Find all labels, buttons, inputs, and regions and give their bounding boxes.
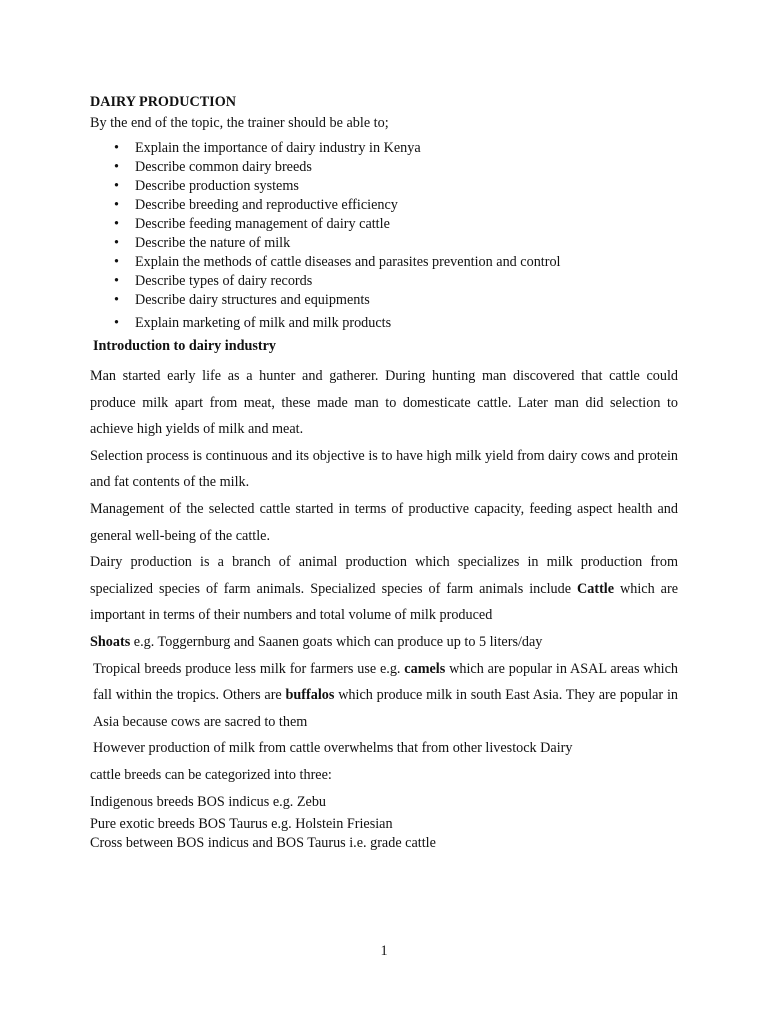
paragraph-management: Management of the selected cattle started in terms of productive capacity, feeding aspect health and general well-being of the cattle. <box>90 500 678 544</box>
term-cattle: Cattle <box>577 580 615 597</box>
paragraph-selection: Selection process is continuous and its objective is to have high milk yield from dairy cows and protein and fat contents of the milk. <box>90 447 678 491</box>
paragraph-tropical-breeds <box>90 656 678 736</box>
bullet-icon: • <box>114 273 119 289</box>
list-item-text: Explain marketing of milk and milk products <box>135 315 392 331</box>
bullet-icon: • <box>114 159 119 175</box>
list-item-text: Explain the methods of cattle diseases and parasites prevention and control <box>135 254 561 270</box>
list-item-text: Describe dairy structures and equipments <box>135 292 370 308</box>
list-item-text: Describe production systems <box>135 178 299 194</box>
objectives-list <box>90 139 678 333</box>
bullet-icon: • <box>114 254 119 270</box>
paragraph-shoats <box>90 629 678 656</box>
list-item-text: Explain the importance of dairy industry in Kenya <box>135 140 421 156</box>
paragraph-text: which are popular in ASAL areas which fall within the tropics. Others are <box>93 660 678 704</box>
paragraph-cross: Cross between BOS indicus and BOS Taurus i.e. grade cattle <box>90 835 436 852</box>
bullet-icon: • <box>114 315 119 331</box>
list-item-text: Describe breeding and reproductive efficiency <box>135 197 398 213</box>
list-item <box>90 272 678 291</box>
term-camels: camels <box>404 660 446 677</box>
paragraph-text: e.g. Toggernburg and Saanen goats which can produce up to 5 liters/day <box>130 633 543 650</box>
paragraph-categories: cattle breeds can be categorized into three: <box>90 766 332 783</box>
section-heading: Introduction to dairy industry <box>93 338 277 354</box>
paragraph-overwhelms: However production of milk from cattle overwhelms that from other livestock Dairy <box>93 740 573 757</box>
paragraph-text: which produce milk in south East Asia. They are popular in Asia because cows are sacred to them <box>93 687 678 730</box>
list-item <box>90 158 678 177</box>
paragraph-text: Dairy production is a branch of animal production which specializes in milk production from specialized species of farm animals. Specialized species of farm animals include <box>90 554 678 597</box>
term-buffalos: buffalos <box>285 687 335 704</box>
page-content <box>90 93 678 853</box>
list-item <box>90 314 678 333</box>
bullet-icon: • <box>114 292 119 308</box>
term-shoats: Shoats <box>90 633 131 650</box>
page-number: 1 <box>380 943 388 959</box>
list-item <box>90 234 678 253</box>
paragraph-text: Tropical breeds produce less milk for farmers use e.g. <box>93 660 405 677</box>
list-item <box>90 177 678 196</box>
list-item <box>90 215 678 234</box>
paragraph-origins: Man started early life as a hunter and gatherer. During hunting man discovered that cattle could produce milk apart from meat, these made man to domesticate cattle. Later man did selection to achieve high yields of milk and meat. <box>90 368 678 438</box>
bullet-icon: • <box>114 197 119 213</box>
paragraph-text: which are important in terms of their numbers and total volume of milk produced <box>90 580 679 624</box>
document-title: DAIRY PRODUCTION <box>90 94 236 110</box>
paragraph-exotic: Pure exotic breeds BOS Taurus e.g. Holstein Friesian <box>90 816 393 833</box>
list-item <box>90 139 678 158</box>
list-item-text: Describe common dairy breeds <box>135 159 312 175</box>
list-item <box>90 253 678 272</box>
objectives-intro: By the end of the topic, the trainer should be able to; <box>90 115 389 131</box>
bullet-icon: • <box>114 140 119 156</box>
bullet-icon: • <box>114 235 119 251</box>
bullet-icon: • <box>114 178 119 194</box>
paragraph-indigenous: Indigenous breeds BOS indicus e.g. Zebu <box>90 793 327 810</box>
list-item-text: Describe feeding management of dairy cattle <box>135 216 390 232</box>
list-item-text: Describe the nature of milk <box>135 235 291 251</box>
list-item <box>90 196 678 215</box>
list-item <box>90 291 678 310</box>
paragraph-definition <box>90 549 678 629</box>
bullet-icon: • <box>114 216 119 232</box>
list-item-text: Describe types of dairy records <box>135 273 313 289</box>
